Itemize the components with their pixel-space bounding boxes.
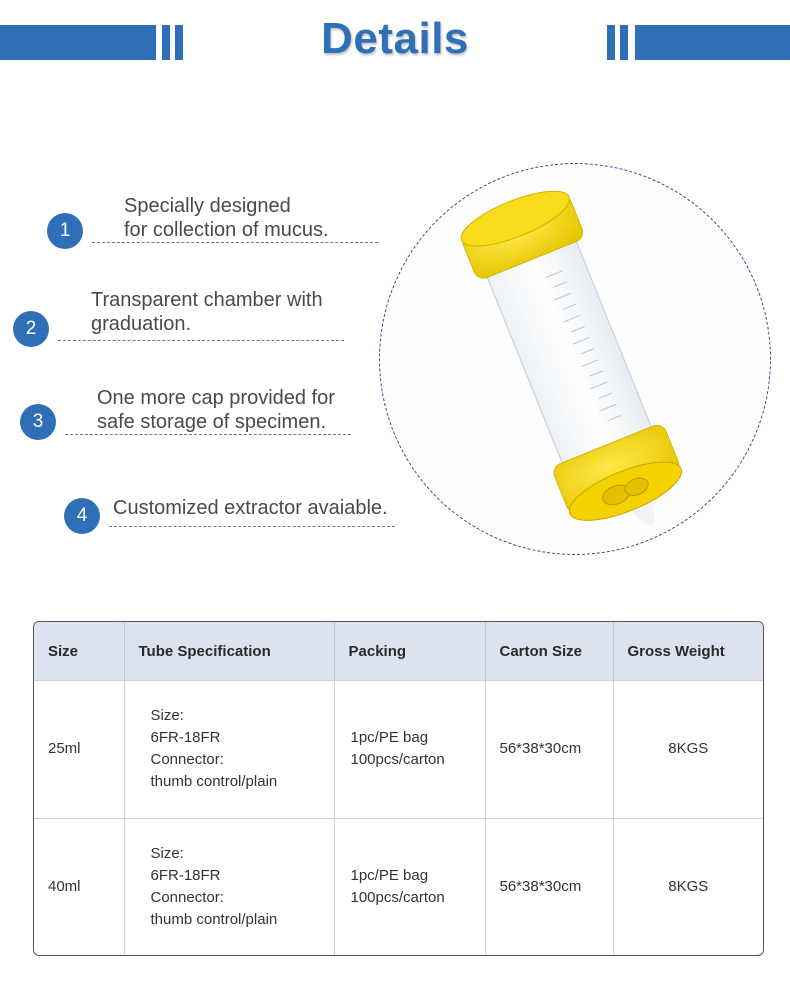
feature-1-line-2: for collection of mucus. — [124, 219, 329, 241]
table-header-row — [34, 622, 763, 681]
feature-1-underline — [92, 242, 378, 243]
feature-4-underline — [109, 526, 395, 527]
cell-carton-size: 56*38*30cm — [485, 681, 613, 819]
table-row — [34, 818, 763, 955]
header-gross-weight: Gross Weight — [613, 622, 763, 681]
spec-line: Connector: — [150, 888, 224, 906]
header-stripe-right-1 — [607, 25, 615, 60]
feature-3-underline — [65, 434, 351, 435]
feature-2-text — [91, 288, 323, 336]
feature-4-text — [113, 496, 388, 520]
table-row — [34, 681, 763, 819]
spec-line: thumb control/plain — [150, 773, 278, 791]
cell-gross-weight: 8KGS — [613, 681, 763, 819]
feature-3-badge: 3 — [20, 404, 56, 440]
header-stripe-right-2 — [620, 25, 628, 60]
spec-line: Connector: — [150, 751, 224, 769]
packing-line: 1pc/PE bag — [350, 729, 429, 747]
feature-2-line-2: graduation. — [91, 313, 192, 335]
cell-carton-size: 56*38*30cm — [485, 818, 613, 955]
cell-size: 40ml — [34, 818, 124, 955]
spec-line: 6FR-18FR — [150, 729, 221, 747]
page-title: Details — [321, 14, 469, 63]
header-size: Size — [34, 622, 124, 681]
spec-line: Size: — [150, 707, 184, 725]
product-image — [380, 164, 770, 554]
feature-2-underline — [58, 340, 344, 341]
feature-1-line-1: Specially designed — [124, 195, 291, 217]
packing-line: 1pc/PE bag — [350, 866, 429, 884]
header-tube-specification: Tube Specification — [124, 622, 334, 681]
header-carton-size: Carton Size — [485, 622, 613, 681]
feature-1-text — [124, 194, 329, 242]
spec-table — [33, 621, 764, 956]
header-bar-right — [635, 25, 790, 60]
spec-line: Size: — [150, 844, 184, 862]
cell-packing — [334, 681, 485, 819]
cell-spec — [124, 818, 334, 955]
feature-2-badge: 2 — [13, 311, 49, 347]
feature-1-badge: 1 — [47, 213, 83, 249]
cell-spec — [124, 681, 334, 819]
feature-3-text — [97, 386, 335, 434]
spec-line: 6FR-18FR — [150, 866, 221, 884]
feature-4-line-1: Customized extractor avaiable. — [113, 497, 388, 519]
feature-3-line-1: One more cap provided for — [97, 387, 335, 409]
packing-line: 100pcs/carton — [350, 888, 445, 906]
cell-packing — [334, 818, 485, 955]
header-packing: Packing — [334, 622, 485, 681]
feature-4-badge: 4 — [64, 498, 100, 534]
packing-line: 100pcs/carton — [350, 751, 445, 769]
product-image-frame — [379, 163, 771, 555]
feature-3-line-2: safe storage of specimen. — [97, 411, 327, 433]
cell-size: 25ml — [34, 681, 124, 819]
feature-2-line-1: Transparent chamber with — [91, 289, 323, 311]
spec-line: thumb control/plain — [150, 910, 278, 928]
cell-gross-weight: 8KGS — [613, 818, 763, 955]
